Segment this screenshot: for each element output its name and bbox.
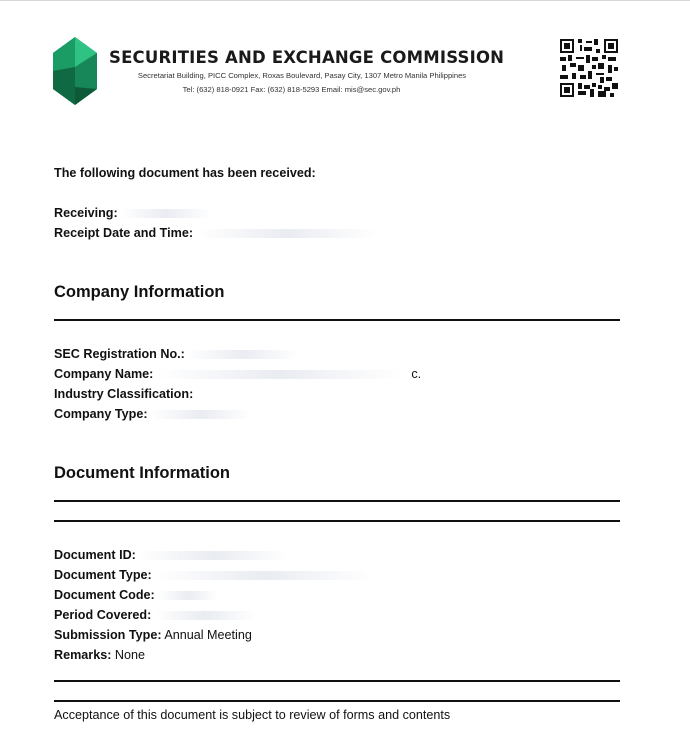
page-top-border	[0, 0, 690, 1]
remarks-row	[54, 648, 145, 662]
org-address: Secretariat Building, PICC Complex, Roxas Boulevard, Pasay City, 1307 Metro Manila Philippines	[137, 71, 467, 80]
document-info-heading: Document Information	[54, 464, 230, 482]
company-name-row	[54, 367, 421, 381]
sec-reg-redacted	[188, 350, 298, 359]
submission-type-label: Submission Type:	[54, 628, 162, 642]
doc-id-redacted	[139, 551, 289, 560]
doc-type-redacted	[155, 571, 375, 580]
company-info-heading: Company Information	[54, 283, 225, 301]
industry-label: Industry Classification:	[54, 387, 194, 401]
receiving-label: Receiving:	[54, 206, 118, 220]
period-row	[54, 608, 255, 622]
receiving-row	[54, 206, 211, 220]
company-heading-rule	[54, 319, 620, 321]
doc-code-label: Document Code:	[54, 588, 155, 602]
remarks-label: Remarks:	[54, 648, 112, 662]
doc-code-redacted	[158, 591, 218, 600]
doc-type-label: Document Type:	[54, 568, 152, 582]
company-type-row	[54, 407, 251, 421]
sec-reg-label: SEC Registration No.:	[54, 347, 185, 361]
company-name-redacted	[157, 370, 402, 379]
submission-type-row	[54, 628, 252, 642]
intro-text: The following document has been received:	[54, 166, 316, 180]
company-type-label: Company Type:	[54, 407, 148, 421]
receipt-date-row	[54, 226, 377, 240]
industry-row	[54, 387, 193, 401]
doc-code-row	[54, 588, 218, 602]
sec-reg-row	[54, 347, 298, 361]
doc-type-row	[54, 568, 375, 582]
remarks-value: None	[114, 648, 146, 662]
company-name-label: Company Name:	[54, 367, 154, 381]
receipt-date-redacted	[197, 229, 377, 238]
receipt-date-label: Receipt Date and Time:	[54, 226, 194, 240]
company-type-redacted	[151, 410, 251, 419]
period-redacted	[155, 611, 255, 620]
org-name: SECURITIES AND EXCHANGE COMMISSION	[109, 48, 505, 67]
document-heading-rule-1	[54, 500, 620, 502]
acceptance-note: Acceptance of this document is subject to review of forms and contents	[54, 708, 451, 722]
qr-code-icon	[560, 39, 618, 97]
doc-id-row	[54, 548, 289, 562]
footer-rule-1	[54, 680, 620, 682]
company-name-suffix: c.	[411, 367, 422, 381]
period-label: Period Covered:	[54, 608, 152, 622]
receiving-redacted	[121, 209, 211, 218]
footer-rule-2	[54, 700, 620, 702]
submission-type-value: Annual Meeting	[164, 628, 252, 642]
org-contact: Tel: (632) 818-0921 Fax: (632) 818-5293 Email: mis@sec.gov.ph	[182, 85, 401, 94]
doc-id-label: Document ID:	[54, 548, 136, 562]
document-heading-rule-2	[54, 520, 620, 522]
